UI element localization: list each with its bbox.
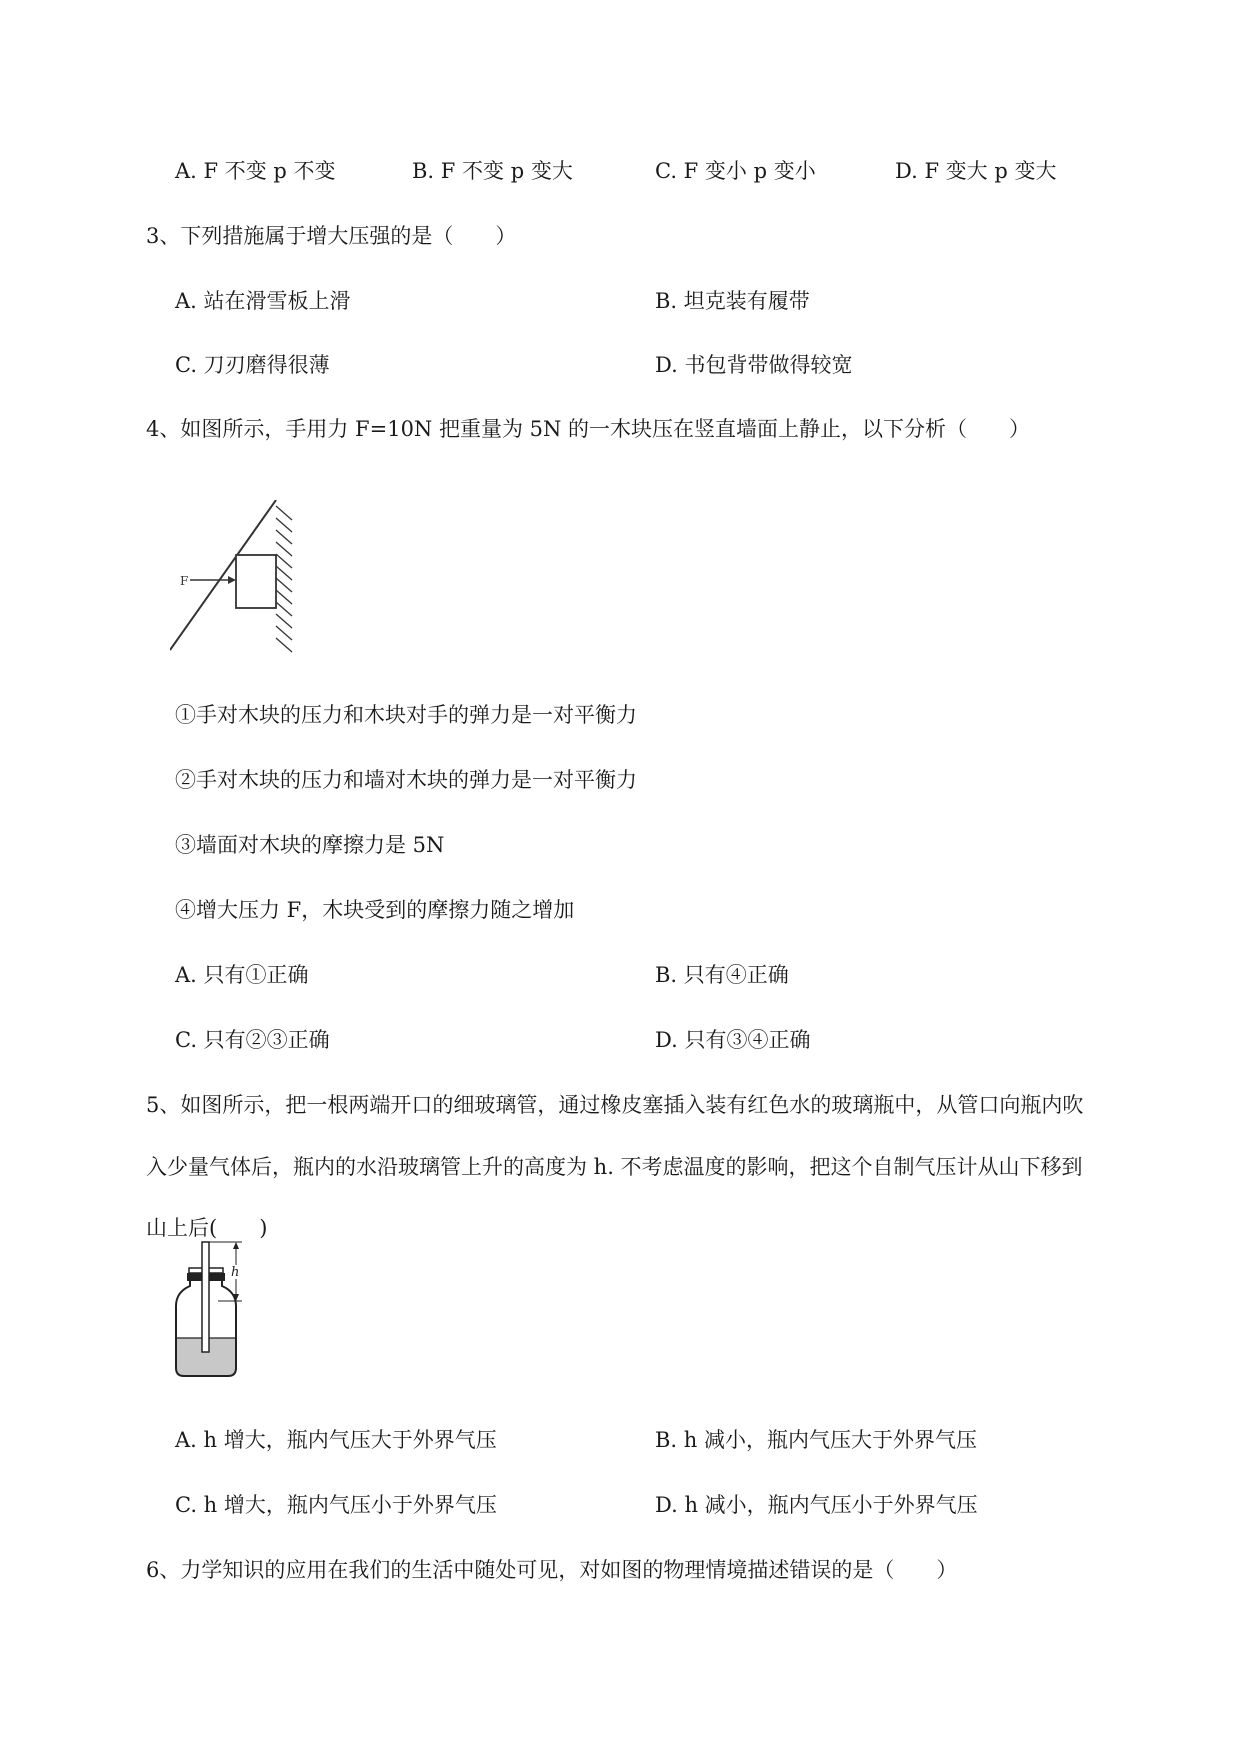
q4-statement-3: ③墙面对木块的摩擦力是 5N <box>175 833 445 857</box>
q4-stem: 4、如图所示，手用力 F=10N 把重量为 5N 的一木块压在竖直墙面上静止，以下分析（ ） <box>146 417 1031 441</box>
q4-option-c: C. 只有②③正确 <box>175 1028 330 1052</box>
q5-stem-line-3: 山上后( ) <box>146 1216 268 1240</box>
q3-option-d: D. 书包背带做得较宽 <box>655 353 853 377</box>
q5-stem-line-1: 5、如图所示，把一根两端开口的细玻璃管，通过橡皮塞插入装有红色水的玻璃瓶中，从管口向瓶内吹 <box>146 1093 1084 1117</box>
q4-statement-4: ④增大压力 F，木块受到的摩擦力随之增加 <box>175 898 575 922</box>
q2-option-c: C. F 变小 p 变小 <box>655 159 816 183</box>
q6-stem: 6、力学知识的应用在我们的生活中随处可见，对如图的物理情境描述错误的是（ ） <box>146 1558 958 1582</box>
q3-option-c: C. 刀刃磨得很薄 <box>175 353 330 377</box>
q5-figure-svg <box>170 1240 260 1380</box>
q3-stem: 3、下列措施属于增大压强的是（ ） <box>146 224 517 248</box>
wall-hatching <box>276 506 292 652</box>
q4-option-b: B. 只有④正确 <box>655 963 789 987</box>
height-label: h <box>231 1265 240 1280</box>
q4-option-a: A. 只有①正确 <box>175 963 309 987</box>
q2-option-b: B. F 不变 p 变大 <box>412 159 573 183</box>
q3-option-b: B. 坦克装有履带 <box>655 289 810 313</box>
q5-option-a: A. h 增大，瓶内气压大于外界气压 <box>175 1428 497 1452</box>
q4-statement-2: ②手对木块的压力和墙对木块的弹力是一对平衡力 <box>175 768 637 792</box>
q4-figure-block-on-wall <box>170 500 310 660</box>
q5-figure-barometer <box>170 1240 260 1380</box>
q4-figure-svg <box>170 500 310 660</box>
q5-option-b: B. h 减小，瓶内气压大于外界气压 <box>655 1428 977 1452</box>
q5-option-c: C. h 增大，瓶内气压小于外界气压 <box>175 1493 497 1517</box>
q2-option-d: D. F 变大 p 变大 <box>895 159 1057 183</box>
glass-tube <box>202 1242 209 1352</box>
q4-statement-1: ①手对木块的压力和木块对手的弹力是一对平衡力 <box>175 703 637 727</box>
q3-option-a: A. 站在滑雪板上滑 <box>175 289 351 313</box>
q2-option-a: A. F 不变 p 不变 <box>175 159 336 183</box>
q5-option-d: D. h 减小，瓶内气压小于外界气压 <box>655 1493 978 1517</box>
force-label: F <box>180 574 189 588</box>
q4-option-d: D. 只有③④正确 <box>655 1028 811 1052</box>
q5-stem-line-2: 入少量气体后，瓶内的水沿玻璃管上升的高度为 h. 不考虑温度的影响，把这个自制气压计从山下移到 <box>146 1155 1083 1179</box>
wooden-block <box>236 555 276 608</box>
